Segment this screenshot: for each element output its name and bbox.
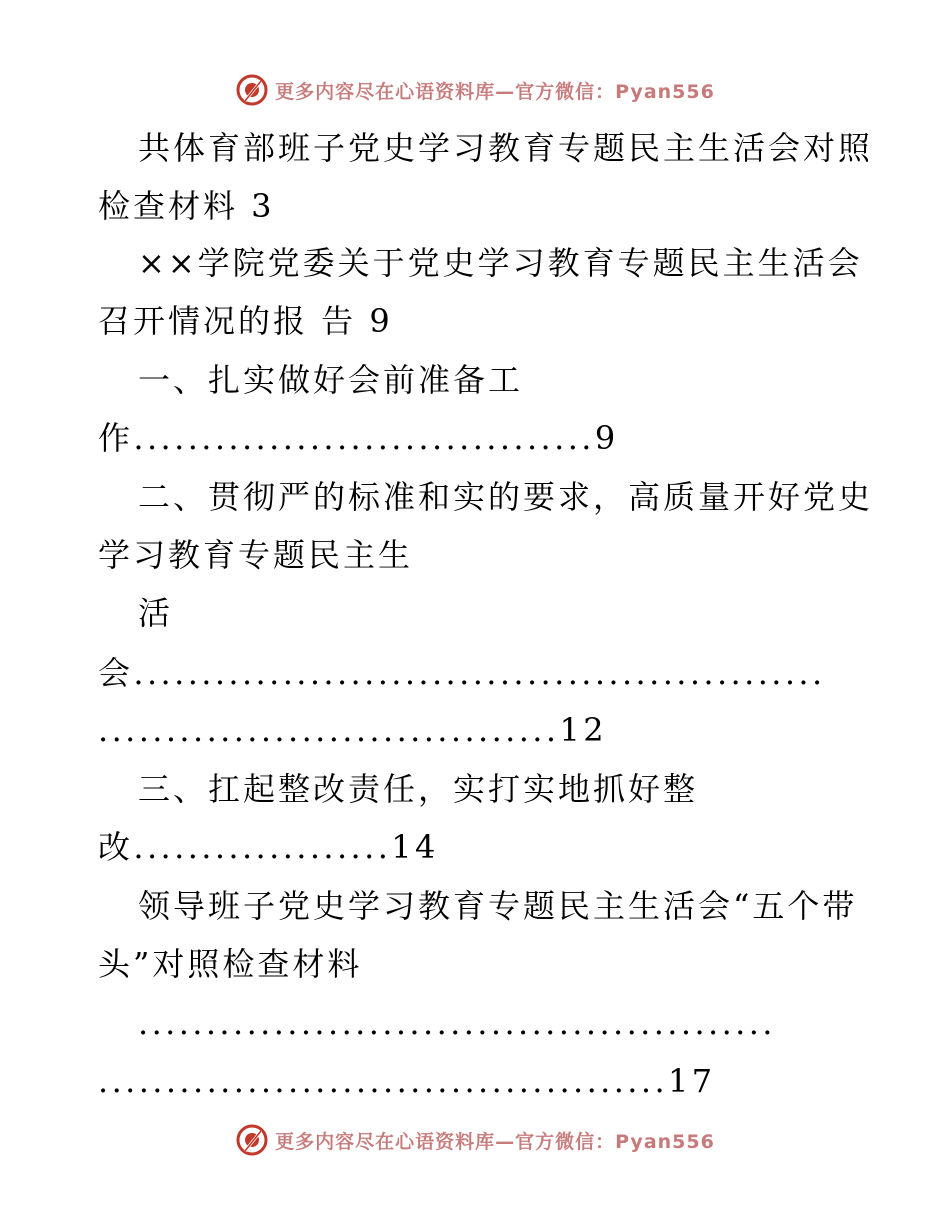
logo-icon <box>235 73 269 107</box>
toc-entry-4-line-5[interactable]: ..................................12 <box>98 711 607 749</box>
toc-entry-5-line-2[interactable]: 改...................14 <box>98 828 439 866</box>
toc-entry-6-line-4[interactable]: ..........................................17 <box>98 1062 716 1100</box>
logo-icon <box>235 1123 269 1157</box>
toc-entry-5-line-1[interactable]: 三、扛起整改责任，实打实地抓好整 <box>138 770 699 808</box>
toc-entry-1-line-1[interactable]: 共体育部班子党史学习教育专题民主生活会对照 <box>138 129 874 167</box>
toc-entry-6-line-1[interactable]: 领导班子党史学习教育专题民主生活会“五个带 <box>138 887 858 925</box>
header-watermark <box>0 70 950 110</box>
toc-entry-4-line-3[interactable]: 活 <box>138 594 174 632</box>
footer-watermark <box>0 1120 950 1160</box>
toc-entry-1-line-2[interactable]: 检查材料 3 <box>98 187 275 225</box>
watermark-text: 更多内容尽在心语资料库—官方微信：Pyan556 <box>275 1130 715 1153</box>
toc-entry-3-line-2[interactable]: 作..................................9 <box>98 419 619 457</box>
toc-entry-2-line-2[interactable]: 召开情况的报 告 9 <box>98 302 393 340</box>
toc-entry-4-line-2[interactable]: 学习教育专题民主生 <box>98 536 414 574</box>
watermark-text: 更多内容尽在心语资料库—官方微信：Pyan556 <box>275 80 715 103</box>
toc-entry-4-line-1[interactable]: 二、贯彻严的标准和实的要求，高质量开好党史 <box>138 478 874 516</box>
toc-entry-2-line-1[interactable]: ××学院党委关于党史学习教育专题民主生活会 <box>138 244 863 282</box>
toc-entry-6-line-3[interactable]: ............................................... <box>138 1004 776 1042</box>
toc-entry-4-line-4[interactable]: 会................................................... <box>98 654 826 692</box>
toc-entry-3-line-1[interactable]: 一、扎实做好会前准备工 <box>138 361 524 399</box>
toc-entry-6-line-2[interactable]: 头”对照检查材料 <box>98 945 363 983</box>
